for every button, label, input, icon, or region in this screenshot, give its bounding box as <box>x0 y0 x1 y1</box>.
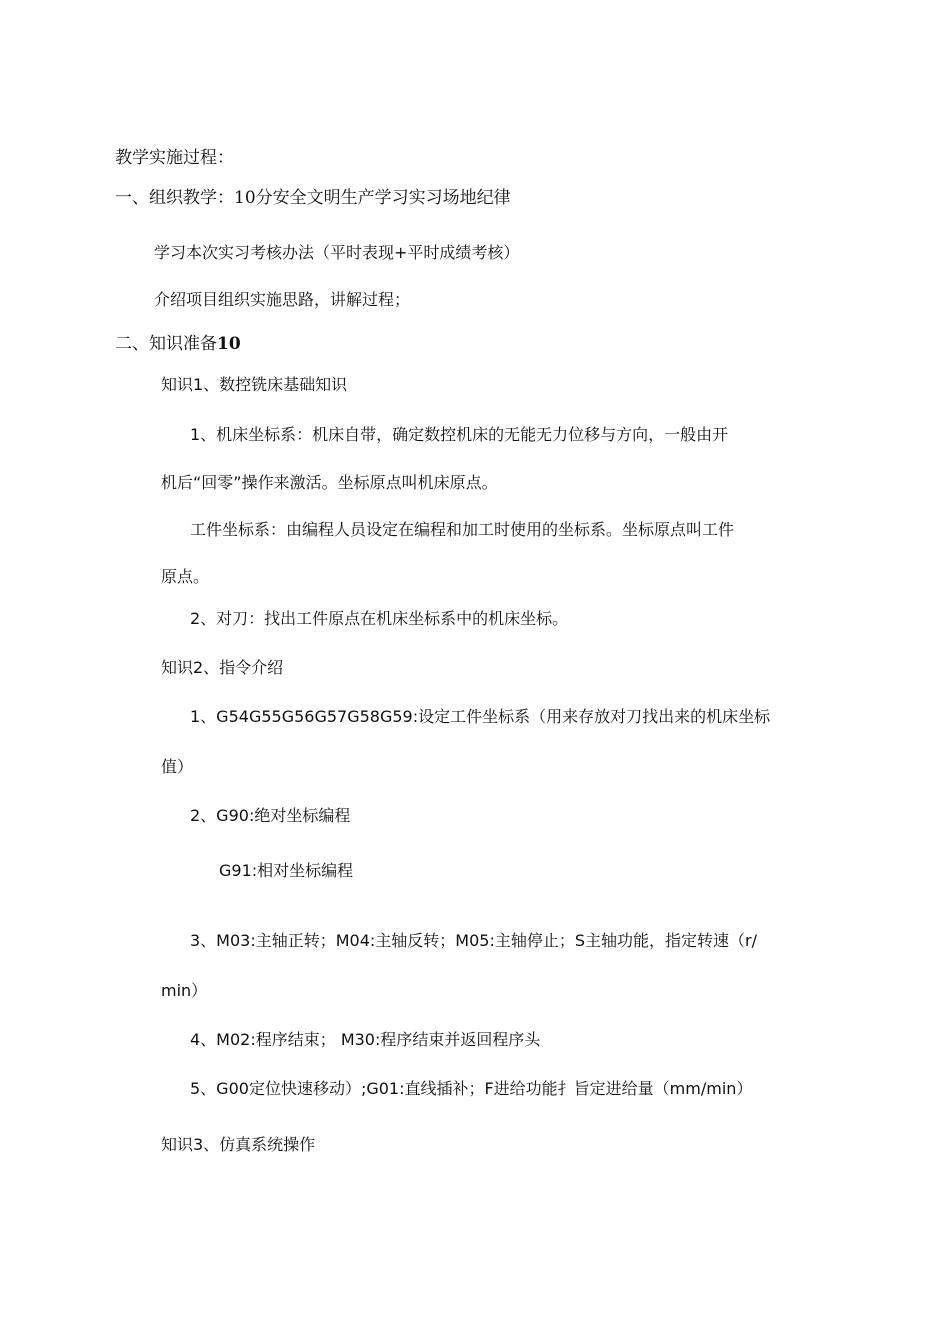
section2-title-prefix: 二、知识准备 <box>115 334 217 354</box>
section1-item-assessment: 学习本次实习考核办法（平时表现+平时成绩考核） <box>154 243 520 262</box>
knowledge2-item1-line1: 1、G54G55G56G57G58G59:设定工件坐标系（用来存放对刀找出来的机床坐标 <box>190 707 771 726</box>
knowledge2-title: 知识2、指令介绍 <box>161 658 284 677</box>
knowledge1-title: 知识1、数控铣床基础知识 <box>161 375 348 394</box>
knowledge1-item1-line2: 机后“回零”操作来激活。坐标原点叫机床原点。 <box>161 473 498 492</box>
section1-item-approach: 介绍项目组织实施思路，讲解过程； <box>154 290 411 309</box>
knowledge2-item1-line2: 值） <box>161 757 194 776</box>
knowledge2-item3-line2: min） <box>161 981 208 1000</box>
knowledge3-title: 知识3、仿真系统操作 <box>161 1135 316 1154</box>
knowledge1-workpiece-line2: 原点。 <box>161 567 210 586</box>
knowledge2-item3-line1: 3、M03:主轴正转；M04:主轴反转；M05:主轴停止；S主轴功能，指定转速（r/ <box>190 931 757 950</box>
knowledge2-item4: 4、M02:程序结束； M30:程序结束并返回程序头 <box>190 1030 541 1049</box>
knowledge2-item2-sub: G91:相对坐标编程 <box>219 861 354 880</box>
knowledge1-item1-line1: 1、机床坐标系：机床自带，确定数控机床的无能无力位移与方向，一般由开 <box>190 425 729 444</box>
section1-title: 一、组织教学：10分安全文明生产学习实习场地纪律 <box>115 188 511 208</box>
section2-title <box>115 334 241 354</box>
knowledge2-item5: 5、G00定位快速移动）;G01:直线插补；F进给功能扌旨定进给量（mm/min） <box>190 1079 753 1098</box>
section2-title-number: 10 <box>217 334 241 354</box>
knowledge1-item2: 2、对刀：找出工件原点在机床坐标系中的机床坐标。 <box>190 609 569 628</box>
knowledge2-item2: 2、G90:绝对坐标编程 <box>190 806 351 825</box>
document-heading: 教学实施过程： <box>115 148 234 168</box>
knowledge1-workpiece-line1: 工件坐标系：由编程人员设定在编程和加工时使用的坐标系。坐标原点叫工件 <box>190 520 735 539</box>
